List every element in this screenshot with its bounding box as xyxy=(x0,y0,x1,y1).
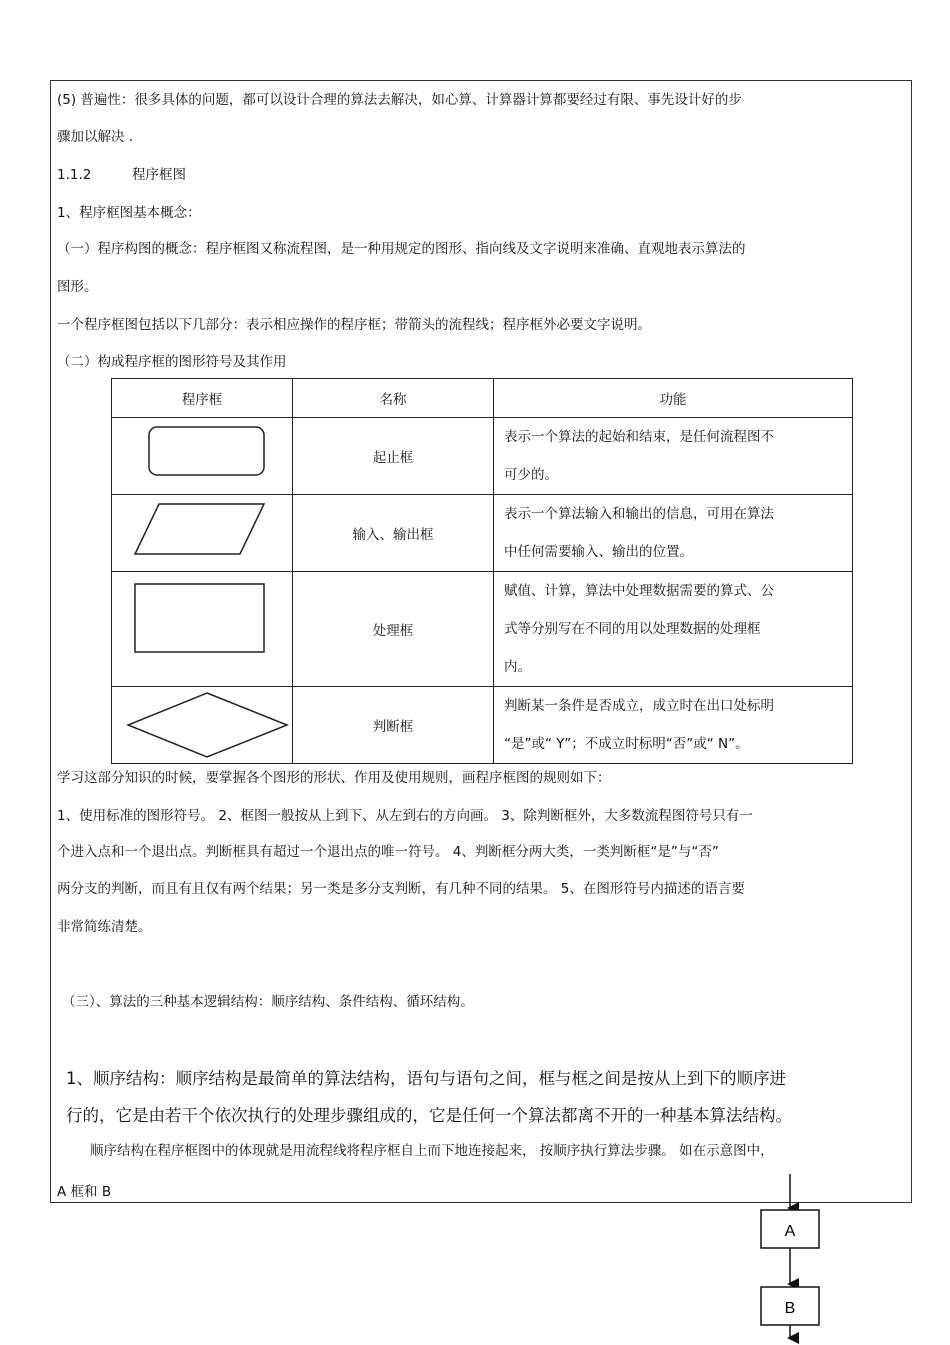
section-heading xyxy=(57,163,186,183)
rules-intro: 学习这部分知识的时候，要掌握各个图形的形状、作用及使用规则，画程序框图的规则如下： xyxy=(57,770,611,786)
name-cell: 起止框 xyxy=(293,418,494,495)
function-line: “是”或“ Y”；不成立时标明“否”或“ N”。 xyxy=(504,736,749,752)
function-cell xyxy=(494,418,853,495)
header-name: 名称 xyxy=(293,379,494,418)
sequence-line2: 行的，它是由若干个依次执行的处理步骤组成的，它是任何一个算法都离不开的一种基本算法结构。 xyxy=(66,1106,792,1125)
header-shape: 程序框 xyxy=(112,379,293,418)
rules-line2: 个进入点和一个退出点。判断框具有超过一个退出点的唯一符号。 4、判断框分两大类，一类判断框“是”与“否” xyxy=(57,844,719,860)
function-line: 内。 xyxy=(504,659,531,675)
rules-line1: 1、使用标准的图形符号。 2、框图一般按从上到下、从左到右的方向画。 3、除判断框外，大多数流程图符号只有一 xyxy=(57,808,753,824)
section-number: 1.1.2 xyxy=(57,167,92,183)
table-header-row xyxy=(112,379,853,418)
rules-line3: 两分支的判断，而且有且仅有两个结果；另一类是多分支判断，有几种不同的结果。 5、在图形符号内描述的语言要 xyxy=(57,881,745,897)
function-line: 判断某一条件是否成立，成立时在出口处标明 xyxy=(504,698,774,714)
generality-paragraph-line2: 骤加以解决 . xyxy=(57,129,134,145)
shape-cell xyxy=(112,572,293,687)
shape-cell xyxy=(112,495,293,572)
box-b-label: B xyxy=(784,1300,796,1317)
concept-line2: 图形。 xyxy=(57,279,98,295)
function-line: 赋值、计算，算法中处理数据需要的算式、公 xyxy=(504,583,774,599)
sequence-line3: 顺序结构在程序框图中的体现就是用流程线将程序框自上而下地连接起来， 按顺序执行算法步骤。 如在示意图中， xyxy=(90,1143,774,1159)
table-row xyxy=(112,572,853,687)
section-title: 程序框图 xyxy=(131,167,186,183)
function-line: 可少的。 xyxy=(504,467,558,483)
diamond-shape xyxy=(112,688,293,763)
function-line: 表示一个算法输入和输出的信息，可用在算法 xyxy=(504,506,774,522)
function-line: 式等分别写在不同的用以处理数据的处理框 xyxy=(504,621,761,637)
sequence-flowchart xyxy=(740,1170,860,1345)
table-row xyxy=(112,495,853,572)
rectangle-shape xyxy=(112,573,293,686)
sequence-line1: 1、顺序结构：顺序结构是最简单的算法结构，语句与语句之间，框与框之间是按从上到下的顺序进 xyxy=(66,1069,786,1088)
shape-cell xyxy=(112,418,293,495)
symbols-table xyxy=(111,378,853,764)
table-row xyxy=(112,687,853,764)
structures-heading: （三）、算法的三种基本逻辑结构：顺序结构、条件结构、循环结构。 xyxy=(62,994,474,1010)
parts-line: 一个程序框图包括以下几部分：表示相应操作的程序框；带箭头的流程线；程序框外必要文字说明。 xyxy=(57,317,651,333)
box-a-label: A xyxy=(784,1223,796,1240)
sequence-line4: A 框和 B xyxy=(57,1184,112,1200)
name-cell: 处理框 xyxy=(293,572,494,687)
terminal-shape xyxy=(112,419,293,494)
concept-line1: （一）程序构图的概念：程序框图又称流程图，是一种用规定的图形、指向线及文字说明来准确、直观地表示算法的 xyxy=(57,241,746,257)
function-line: 表示一个算法的起始和结束，是任何流程图不 xyxy=(504,429,774,445)
parallelogram-shape xyxy=(112,496,293,571)
function-line: 中任何需要输入、输出的位置。 xyxy=(504,544,693,560)
table-row xyxy=(112,418,853,495)
name-cell: 判断框 xyxy=(293,687,494,764)
rules-line4: 非常简练清楚。 xyxy=(57,919,152,935)
function-cell xyxy=(494,687,853,764)
symbols-heading: （二）构成程序框的图形符号及其作用 xyxy=(57,354,287,370)
header-function: 功能 xyxy=(494,379,853,418)
shape-cell xyxy=(112,687,293,764)
function-cell xyxy=(494,572,853,687)
name-cell: 输入、输出框 xyxy=(293,495,494,572)
function-cell xyxy=(494,495,853,572)
generality-paragraph-line1: (5) 普遍性：很多具体的问题，都可以设计合理的算法去解决，如心算、计算器计算都要经过有限、事先设计好的步 xyxy=(57,92,742,108)
concept-heading: 1、程序框图基本概念： xyxy=(57,205,201,221)
